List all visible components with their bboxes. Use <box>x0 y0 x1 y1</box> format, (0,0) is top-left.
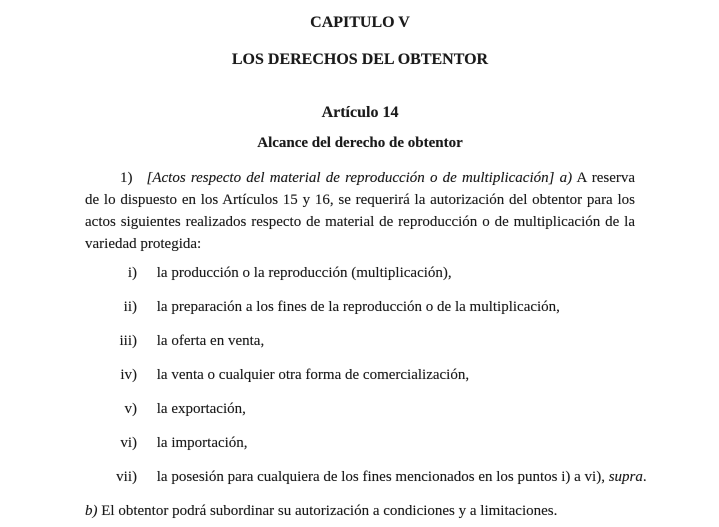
item-numeral: vii) <box>116 469 137 485</box>
item-numeral: iv) <box>120 367 137 383</box>
list-item <box>85 262 635 284</box>
paragraph-1-text: A reserva de lo dispuesto en los Artículos 15 y 16, se requerirá la autorización del obtentor para los actos siguientes realizados respecto de material de reproducción o de multiplicación de la variedad protegida: <box>85 170 636 252</box>
item-text: la oferta en venta, <box>156 333 265 349</box>
paragraph-b <box>85 500 635 522</box>
document-content <box>0 13 719 522</box>
paragraph-1-tagline: [Actos respecto del material de reproducción o de multiplicación] <box>146 170 555 186</box>
item-text-italic: supra <box>608 469 643 485</box>
item-numeral: i) <box>127 265 137 281</box>
list-item <box>85 364 635 386</box>
item-text: la venta o cualquier otra forma de comercialización, <box>156 367 470 383</box>
item-numeral: iii) <box>119 333 137 349</box>
list-item <box>85 330 635 352</box>
paragraph-b-text: El obtentor podrá subordinar su autorización a condiciones y a limitaciones. <box>101 503 558 519</box>
paragraph-1 <box>85 167 635 255</box>
item-text-after: . <box>642 469 647 485</box>
item-numeral: vi) <box>120 435 137 451</box>
article-heading: Artículo 14 <box>321 104 399 121</box>
list-item <box>85 398 635 420</box>
list-item <box>85 466 647 488</box>
paragraph-1-letter-a: a) <box>559 170 573 186</box>
item-text: la importación, <box>156 435 248 451</box>
item-text: la preparación a los fines de la reproducción o de la multiplicación, <box>156 299 560 315</box>
paragraph-b-letter: b) <box>85 503 98 519</box>
item-text: la posesión para cualquiera de los fines mencionados en los puntos i) a vi), <box>156 469 605 485</box>
chapter-title: LOS DERECHOS DEL OBTENTOR <box>231 51 489 68</box>
paragraph-1-number: 1) <box>120 170 133 186</box>
item-text: la producción o la reproducción (multiplicación), <box>156 265 452 281</box>
item-text: la exportación, <box>156 401 246 417</box>
acts-list <box>85 262 647 488</box>
list-item <box>85 296 635 318</box>
chapter-heading: CAPITULO V <box>310 14 410 31</box>
article-subtitle: Alcance del derecho de obtentor <box>257 135 463 151</box>
list-item <box>85 432 635 454</box>
item-numeral: v) <box>124 401 137 417</box>
item-numeral: ii) <box>123 299 137 315</box>
